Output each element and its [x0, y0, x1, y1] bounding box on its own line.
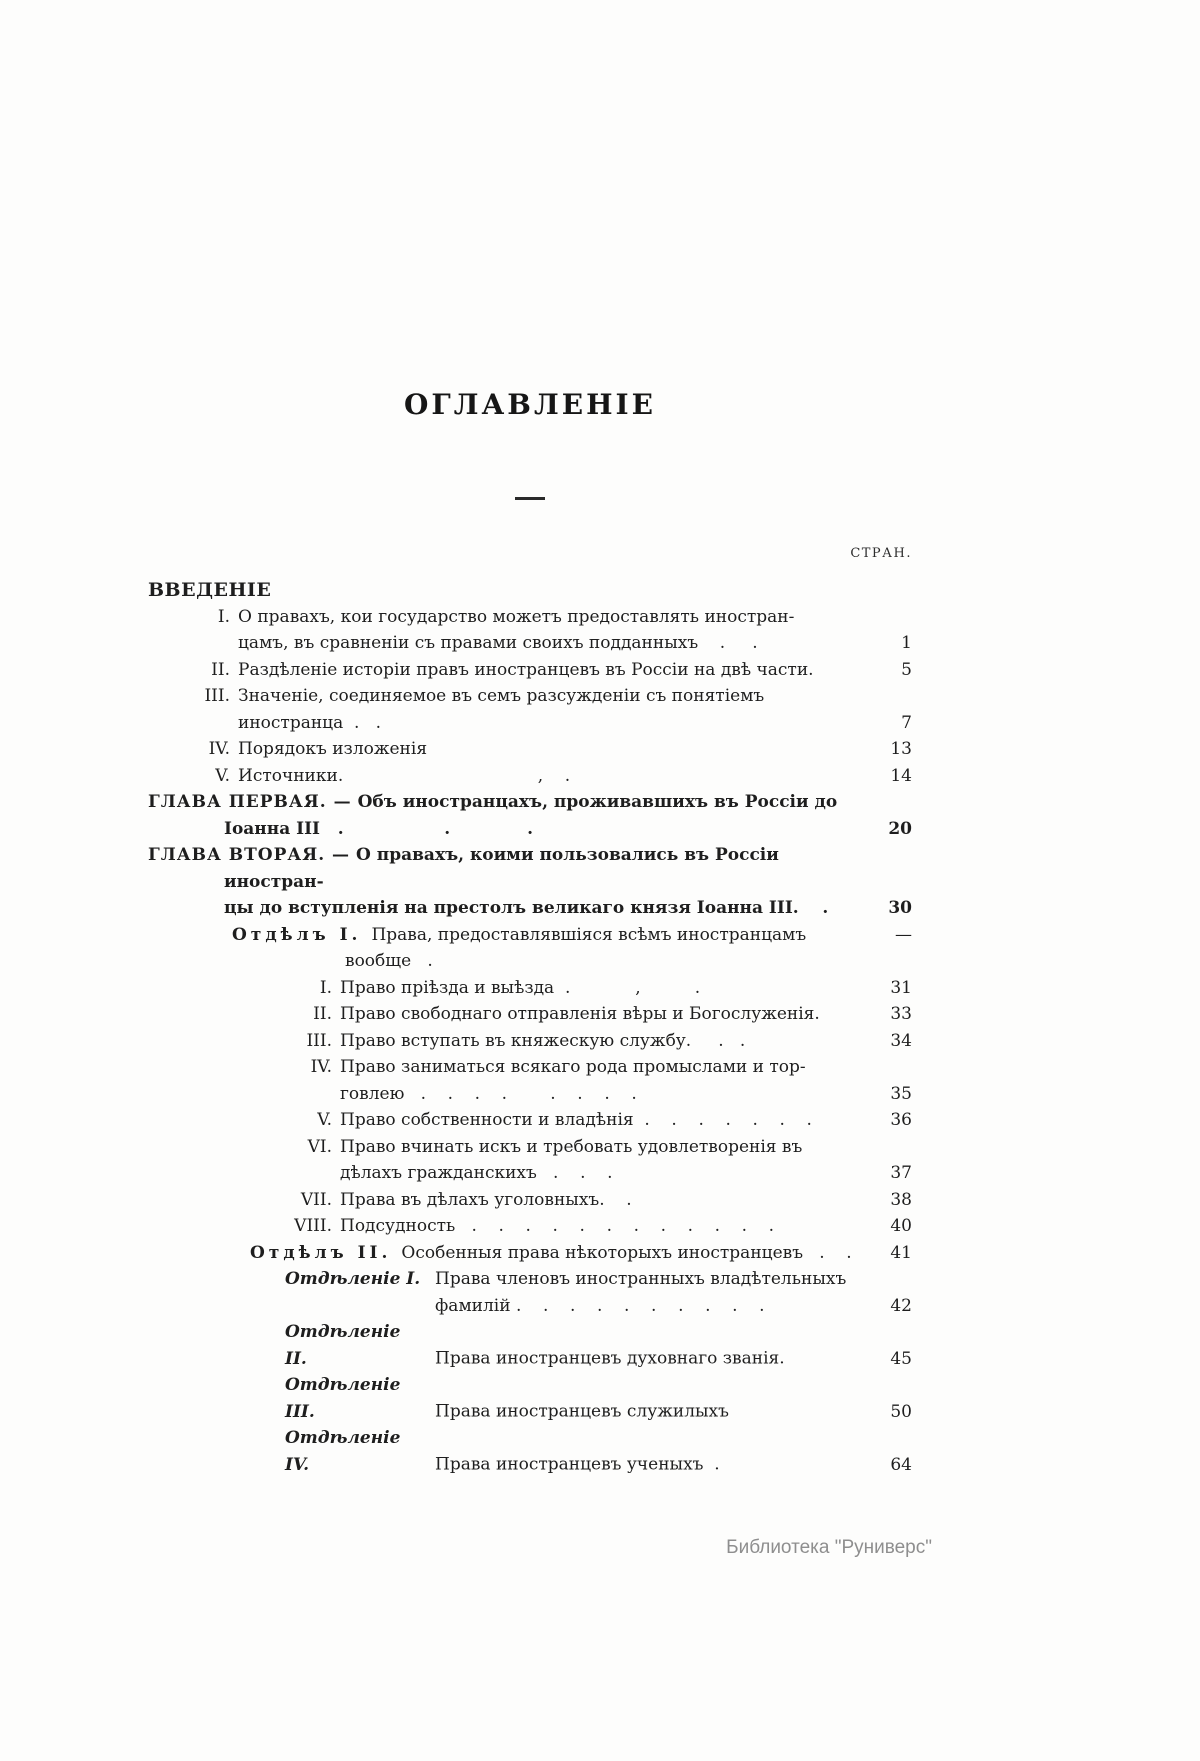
- entry-text: [148, 1187, 864, 1214]
- entry-title: Права иностранцевъ служилыхъ: [435, 1401, 729, 1422]
- toc-entry: [148, 657, 912, 684]
- entry-text: [148, 657, 864, 684]
- toc-entry: [148, 1319, 912, 1372]
- toc-entry: [148, 604, 912, 657]
- entry-page-number: 38: [890, 1189, 912, 1210]
- entry-number: III.: [306, 1030, 332, 1051]
- title-divider-rule: [515, 497, 545, 500]
- entry-title: Объ иностранцахъ, проживавшихъ въ Россіи до Іоанна III . . .: [224, 792, 838, 839]
- toc-entry: [148, 1028, 912, 1055]
- entry-page-number: 1: [901, 633, 912, 653]
- entry-number: II.: [211, 659, 230, 680]
- entry-page-number: 42: [890, 1295, 912, 1316]
- entry-page-number: 64: [890, 1454, 912, 1475]
- entry-page-number: 5: [901, 659, 912, 680]
- entry-number: Отдѣленіе IV.: [285, 1428, 401, 1475]
- entry-title: О правахъ, кои государство можетъ предоставлять иностран- цамъ, въ сравненіи съ правами своихъ подданныхъ . .: [238, 606, 795, 653]
- entry-text: [148, 1107, 864, 1134]
- entry-text: [148, 763, 864, 790]
- entry-text: [148, 922, 864, 975]
- entry-page-number: 41: [890, 1242, 912, 1263]
- entry-page-number: 31: [890, 977, 912, 998]
- entry-number: IV.: [208, 739, 230, 759]
- entry-number: VI.: [307, 1136, 332, 1157]
- entry-page-number: 35: [890, 1083, 912, 1104]
- toc-entry: [148, 1425, 912, 1478]
- entry-page-number: 45: [890, 1348, 912, 1369]
- entry-text: [148, 975, 864, 1002]
- entry-number: III.: [204, 686, 230, 706]
- toc-entry: [148, 1187, 912, 1214]
- entry-title: О правахъ, коими пользовались въ Россіи иностран- цы до вступленія на престолъ великаго князя Іоанна III. .: [224, 845, 829, 918]
- toc-entry: [148, 1134, 912, 1187]
- toc-entry: [148, 1107, 912, 1134]
- entry-number: VII.: [300, 1189, 332, 1210]
- entry-text: [148, 683, 864, 736]
- entry-text: [148, 1319, 864, 1372]
- toc-entry: [148, 842, 912, 922]
- entry-number: ГЛАВА ПЕРВАЯ. —: [148, 792, 352, 812]
- entry-title: Право заниматься всякаго рода промыслами и тор- говлею . . . . . . . .: [340, 1057, 806, 1104]
- entry-text: [148, 842, 864, 922]
- entry-page-number: 13: [890, 739, 912, 759]
- toc-entry: [148, 736, 912, 763]
- toc-entry: [148, 975, 912, 1002]
- entry-title: Особенныя права нѣкоторыхъ иностранцевъ . .: [401, 1242, 852, 1263]
- entry-title: Право вчинать искъ и требовать удовлетворенія въ дѣлахъ гражданскихъ . . .: [340, 1136, 803, 1183]
- entry-number: V.: [317, 1110, 332, 1130]
- library-watermark: Библиотека "Руниверс": [726, 1537, 932, 1558]
- entry-page-number: 20: [888, 818, 912, 839]
- entry-text: [148, 577, 864, 604]
- page-column-header: СТРАН.: [850, 546, 912, 561]
- toc-entry: [148, 1213, 912, 1240]
- entry-text: [148, 1240, 864, 1267]
- entry-title: Раздѣленіе исторіи правъ иностранцевъ въ Россіи на двѣ части.: [238, 659, 814, 680]
- entry-page-number: 34: [890, 1030, 912, 1051]
- entry-text: [148, 736, 864, 763]
- entry-title: Право пріѣзда и выѣзда . , .: [340, 977, 701, 998]
- entry-title: Права иностранцевъ духовнаго званія.: [435, 1348, 785, 1369]
- entry-title: Значеніе, соединяемое въ семъ разсужденіи съ понятіемъ иностранца . .: [238, 686, 765, 733]
- entry-text: [148, 1028, 864, 1055]
- entry-number: VIII.: [294, 1216, 332, 1236]
- entry-number: ГЛАВА ВТОРАЯ. —: [148, 845, 351, 865]
- entry-number: Отдѣленіе II.: [285, 1322, 401, 1369]
- entry-text: [148, 789, 864, 842]
- entry-page-number: 33: [890, 1004, 912, 1024]
- entry-text: [148, 1213, 864, 1240]
- entry-title: Право свободнаго отправленія вѣры и Богослуженія.: [340, 1004, 820, 1024]
- toc-entry: [148, 1054, 912, 1107]
- entry-title: ВВЕДЕНІЕ: [148, 579, 272, 601]
- entry-title: Права, предоставлявшіяся всѣмъ иностранцамъ вообще .: [345, 924, 807, 971]
- entry-title: Подсудность . . . . . . . . . . . .: [340, 1216, 775, 1236]
- toc-entry: [148, 1372, 912, 1425]
- entry-title: Право вступать въ княжескую службу. . .: [340, 1030, 746, 1051]
- toc-list: [148, 577, 912, 1478]
- entry-number: Отдѣлъ II.: [250, 1242, 392, 1263]
- toc-entry: [148, 1240, 912, 1267]
- entry-page-number: 50: [890, 1401, 912, 1422]
- toc-entry: [148, 1266, 912, 1319]
- entry-number: IV.: [310, 1057, 332, 1077]
- entry-title: Право собственности и владѣнія . . . . . . .: [340, 1110, 812, 1130]
- entry-page-number: 40: [890, 1216, 912, 1236]
- entry-number: Отдѣленіе III.: [285, 1375, 401, 1422]
- entry-page-number: 36: [890, 1110, 912, 1130]
- entry-number: I.: [319, 977, 332, 998]
- page-content: [148, 0, 912, 1478]
- entry-number: Отдѣлъ I.: [232, 924, 362, 945]
- entry-title: Права членовъ иностранныхъ владѣтельныхъ фамилій . . . . . . . . . .: [435, 1269, 847, 1316]
- entry-number: I.: [217, 606, 230, 627]
- entry-page-number: —: [895, 924, 912, 945]
- entry-text: [148, 1054, 864, 1107]
- toc-entry: [148, 922, 912, 975]
- page-title: ОГЛАВЛЕНІЕ: [404, 388, 656, 421]
- toc-entry: [148, 683, 912, 736]
- toc-entry: [148, 1001, 912, 1028]
- entry-number: II.: [313, 1004, 332, 1024]
- entry-number: V.: [215, 765, 230, 786]
- entry-page-number: 30: [888, 898, 912, 918]
- entry-title: Права въ дѣлахъ уголовныхъ. .: [340, 1189, 632, 1210]
- entry-text: [148, 1134, 864, 1187]
- entry-page-number: 7: [901, 712, 912, 733]
- entry-title: Права иностранцевъ ученыхъ .: [435, 1454, 720, 1475]
- toc-entry: [148, 577, 912, 604]
- entry-text: [148, 1266, 864, 1319]
- entry-page-number: 14: [890, 765, 912, 786]
- entry-title: Порядокъ изложенія: [238, 739, 428, 759]
- entry-title: Источники. , .: [238, 765, 571, 786]
- entry-text: [148, 1001, 864, 1028]
- toc-entry: [148, 763, 912, 790]
- toc-entry: [148, 789, 912, 842]
- entry-text: [148, 1425, 864, 1478]
- entry-number: Отдѣленіе I.: [285, 1269, 421, 1289]
- entry-page-number: 37: [890, 1163, 912, 1183]
- entry-text: [148, 604, 864, 657]
- entry-text: [148, 1372, 864, 1425]
